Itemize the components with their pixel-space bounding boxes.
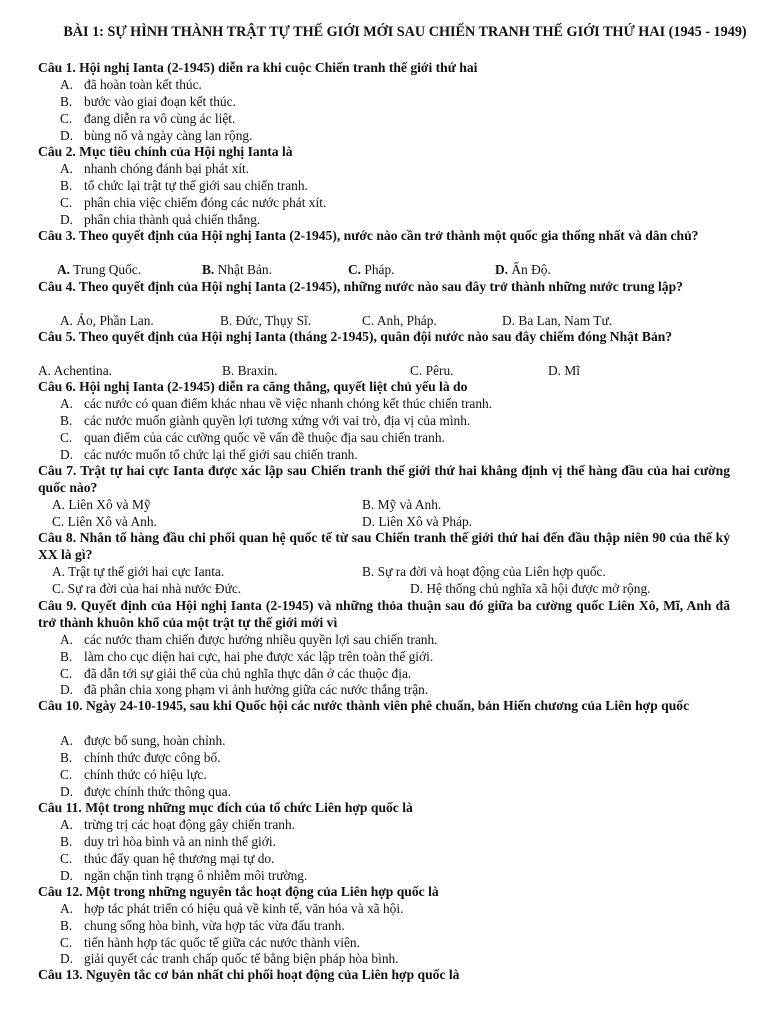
question-9: Câu 9. Quyết định của Hội nghị Ianta (2-1945) và những thỏa thuận sau đó giữa ba cường quốc Liên Xô, Mĩ, Anh đã trở thành khuôn khổ của một trật tự thế giới mới vì [38,598,730,630]
option-b: B. Đức, Thụy Sĩ. [220,313,312,328]
option-c: C. đã dẫn tới sự giải thể của chủ nghĩa thực dân ở các thuộc địa. [60,666,412,681]
option-a: A. được bổ sung, hoàn chỉnh. [60,733,226,748]
option-c: C. Sự ra đời của hai nhà nước Đức. [52,581,242,596]
option-c: C. chính thức có hiệu lực. [60,767,207,782]
option-a: A. hợp tác phát triển có hiệu quả về kinh tế, văn hóa và xã hội. [60,901,404,916]
option-b: B. bước vào giai đoạn kết thúc. [60,94,236,109]
option-a: A. Trung Quốc. [57,262,142,277]
worksheet-title: BÀI 1: SỰ HÌNH THÀNH TRẬT TỰ THẾ GIỚI MỚI SAU CHIẾN TRANH THẾ GIỚI THỨ HAI (1945 - 1949) [63,24,747,40]
option-a: A. Achentina. [38,363,113,378]
option-d: D. phân chia thành quả chiến thắng. [60,212,261,227]
option-d: D. Ấn Độ. [495,262,551,277]
option-d: D. ngăn chặn tình trạng ô nhiễm môi trường. [60,868,308,883]
option-a: A. Áo, Phần Lan. [60,313,154,328]
option-b: B. Mỹ và Anh. [362,497,442,512]
option-b: B. Nhật Bản. [202,262,272,277]
option-a: A. Trật tự thế giới hai cực Ianta. [52,564,225,579]
option-d: D. bùng nổ và ngày càng lan rộng. [60,128,253,143]
option-b: B. duy trì hòa bình và an ninh thế giới. [60,834,276,849]
question-11: Câu 11. Một trong những mục đích của tổ chức Liên hợp quốc là [38,800,413,815]
option-c: C. tiến hành hợp tác quốc tế giữa các nước thành viên. [60,935,360,950]
option-a: A. các nước có quan điểm khác nhau về việc nhanh chóng kết thúc chiến tranh. [60,396,493,411]
question-3: Câu 3. Theo quyết định của Hội nghị Ianta (2-1945), nước nào cần trở thành một quốc gia thống nhất và dân chủ? [38,228,699,243]
option-d: D. Liên Xô và Pháp. [362,514,473,529]
option-d: D. Ba Lan, Nam Tư. [502,313,613,328]
option-c: C. Pháp. [348,262,395,277]
question-7: Câu 7. Trật tự hai cực Ianta được xác lập sau Chiến tranh thế giới thứ hai khẳng định vị thế hàng đầu của hai cường quốc nào? [38,463,730,495]
question-4: Câu 4. Theo quyết định của Hội nghị Ianta (2-1945), những nước nào sau đây trở thành những nước trung lập? [38,279,683,294]
option-a: A. các nước tham chiến được hưởng nhiều quyền lợi sau chiến tranh. [60,632,438,647]
option-b: B. Sự ra đời và hoạt động của Liên hợp quốc. [362,564,606,579]
option-b: B. các nước muốn giành quyền lợi tương xứng với vai trò, địa vị của mình. [60,413,471,428]
option-d: D. các nước muốn tổ chức lại thế giới sau chiến tranh. [60,447,358,462]
option-d: D. Hệ thống chủ nghĩa xã hội được mở rộng. [410,581,651,596]
option-b: B. làm cho cục diện hai cực, hai phe được xác lập trên toàn thế giới. [60,649,434,664]
option-b: B. tổ chức lại trật tự thế giới sau chiến tranh. [60,178,308,193]
question-13: Câu 13. Nguyên tắc cơ bản nhất chi phối hoạt động của Liên hợp quốc là [38,967,460,982]
option-c: C. Liên Xô và Anh. [52,514,157,529]
option-a: A. nhanh chóng đánh bại phát xít. [60,161,250,176]
question-8: Câu 8. Nhân tố hàng đầu chi phối quan hệ quốc tế từ sau Chiến tranh thế giới thứ hai đến đầu thập niên 90 của thế kỷ XX là gì? [38,530,730,562]
question-6: Câu 6. Hội nghị Ianta (2-1945) diễn ra căng thẳng, quyết liệt chủ yếu là do [38,379,468,394]
option-c: C. Anh, Pháp. [362,313,437,328]
option-d: D. đã phân chia xong phạm vi ảnh hưởng giữa các nước thắng trận. [60,682,429,697]
option-a: A. Liên Xô và Mỹ [52,497,151,512]
option-c: C. thúc đẩy quan hệ thương mại tự do. [60,851,275,866]
question-10: Câu 10. Ngày 24-10-1945, sau khi Quốc hội các nước thành viên phê chuẩn, bản Hiến chương của Liên hợp quốc [38,698,690,713]
option-d: D. giải quyết các tranh chấp quốc tế bằng biện pháp hòa bình. [60,951,399,966]
option-d: D. được chính thức thông qua. [60,784,231,799]
option-b: B. chung sống hòa bình, vừa hợp tác vừa đấu tranh. [60,918,345,933]
option-b: B. Braxin. [222,363,278,378]
question-5: Câu 5. Theo quyết định của Hội nghị Ianta (tháng 2-1945), quân đội nước nào sau đây chiếm đóng Nhật Bản? [38,329,673,344]
option-b: B. chính thức được công bố. [60,750,221,765]
option-a: A. đã hoàn toàn kết thúc. [60,77,202,92]
option-c: C. phân chia việc chiếm đóng các nước phát xít. [60,195,327,210]
option-a: A. trừng trị các hoạt động gây chiến tranh. [60,817,296,832]
option-c: C. đang diễn ra vô cùng ác liệt. [60,111,236,126]
question-12: Câu 12. Một trong những nguyên tắc hoạt động của Liên hợp quốc là [38,884,439,899]
option-c: C. Pêru. [410,363,454,378]
option-c: C. quan điểm của các cường quốc về vấn đề thuộc địa sau chiến tranh. [60,430,445,445]
question-1: Câu 1. Hội nghị Ianta (2-1945) diễn ra khi cuộc Chiến tranh thế giới thứ hai [38,60,478,75]
question-2: Câu 2. Mục tiêu chính của Hội nghị Ianta là [38,144,293,159]
option-d: D. Mĩ [548,363,581,378]
